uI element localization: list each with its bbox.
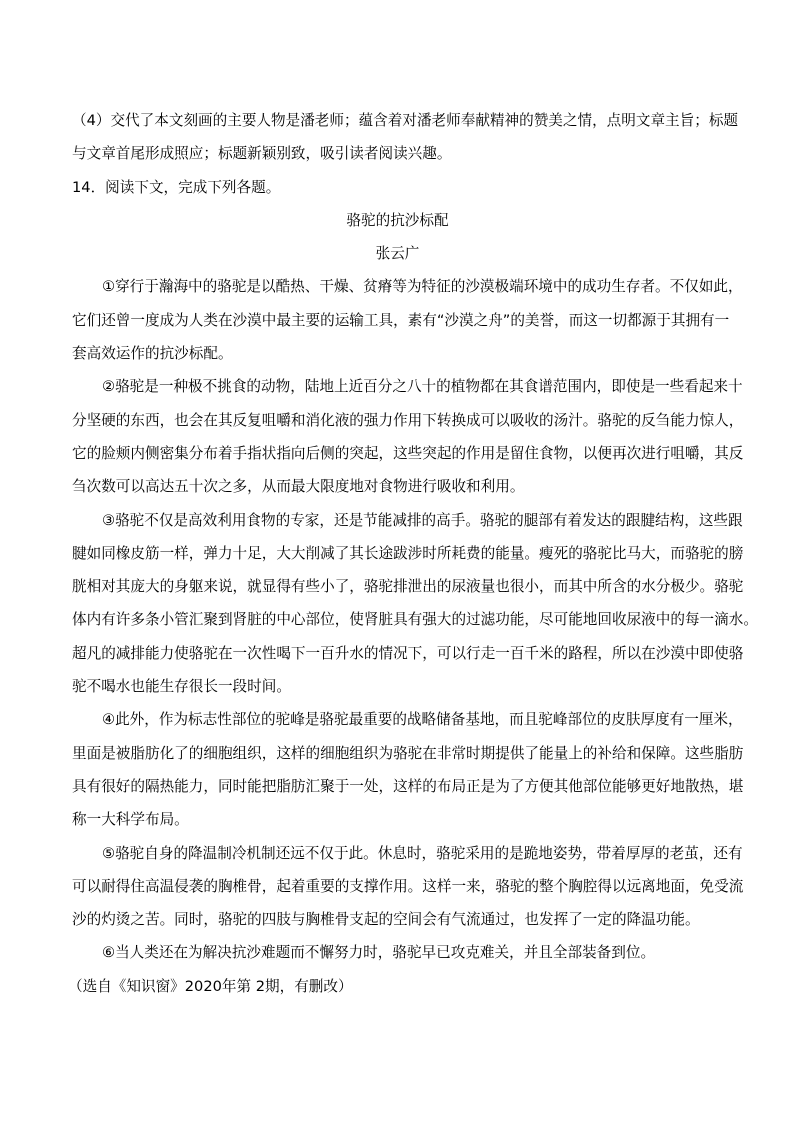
paragraph-line: 胱相对其庞大的身躯来说，就显得有些小了，骆驼排泄出的尿液量也很小，而其中所含的水分极少。骆驼 (72, 578, 744, 596)
answer-line: 与文章首尾形成照应；标题新颖别致，吸引读者阅读兴趣。 (72, 145, 452, 163)
paragraph-line: 体内有许多条小管汇聚到肾脏的中心部位，使肾脏具有强大的过滤功能，尽可能地回收尿液中的每一滴水。 (72, 611, 758, 629)
paragraph-line: ①穿行于瀚海中的骆驼是以酷热、干燥、贫瘠等为特征的沙漠极端环境中的成功生存者。不仅如此， (102, 278, 743, 296)
paragraph (72, 504, 758, 704)
paragraph-line: 它们还曾一度成为人类在沙漠中最主要的运输工具，素有“沙漠之舟”的美誉，而这一切都源于其拥有一 (72, 311, 730, 329)
paragraph-line: ②骆驼是一种极不挑食的动物，陆地上近百分之八十的植物都在其食谱范围内，即使是一些看起来十 (102, 378, 743, 396)
article-source: （选自《知识窗》2020年第 2期，有删改） (68, 977, 353, 995)
paragraph-line: 沙的灼烫之苦。同时，骆驼的四肢与胸椎骨支起的空间会有气流通过，也发挥了一定的降温功能。 (72, 911, 700, 929)
paragraph (72, 837, 744, 937)
paragraph-line: ⑤骆驼自身的降温制冷机制还远不仅于此。休息时，骆驼采用的是跪地姿势，带着厚厚的老茧，还有 (102, 844, 743, 862)
document-page (68, 104, 758, 1003)
paragraph-line: 它的脸颊内侧密集分布着手指状指向后侧的突起，这些突起的作用是留住食物，以便再次进行咀嚼，其反 (72, 444, 744, 462)
article-title: 骆驼的抗沙标配 (346, 211, 449, 229)
paragraph-line: 具有很好的隔热能力，同时能把脂肪汇聚于一处，这样的布局正是为了方便其他部位能够更好地散热，堪 (72, 777, 744, 795)
paragraph-line: 刍次数可以高达五十次之多，从而最大限度地对食物进行吸收和利用。 (72, 478, 525, 496)
paragraph (72, 370, 744, 503)
article-author: 张云广 (375, 245, 420, 263)
paragraph-line: 里面是被脂肪化了的细胞组织，这样的细胞组织为骆驼在非常时期提供了能量上的补给和保障。这些脂肪 (72, 744, 744, 762)
paragraph-line: ④此外，作为标志性部位的驼峰是骆驼最重要的战略储备基地，而且驼峰部位的皮肤厚度有一厘米， (102, 711, 743, 729)
paragraph-line: 套高效运作的抗沙标配。 (72, 345, 233, 363)
question-heading: 14．阅读下文，完成下列各题。 (72, 178, 281, 196)
paragraph-line: 称一大科学布局。 (72, 811, 189, 829)
answer-line: （4）交代了本文刻画的主要人物是潘老师；蕴含着对潘老师奉献精神的赞美之情，点明文章主旨；标题 (72, 112, 739, 129)
paragraph (72, 936, 723, 969)
paragraph (72, 270, 743, 370)
paragraph (72, 703, 744, 836)
article-body (72, 270, 758, 969)
paragraph-line: ③骆驼不仅是高效利用食物的专家，还是节能减排的高手。骆驼的腿部有着发达的跟腱结构，这些跟 (102, 511, 743, 529)
paragraph-line: ⑥当人类还在为解决抗沙难题而不懈努力时，骆驼早已攻克难关，并且全部装备到位。 (102, 944, 656, 962)
paragraph-line: 腱如同橡皮筋一样，弹力十足，大大削减了其长途跋涉时所耗费的能量。瘦死的骆驼比马大，而骆驼的膀 (72, 544, 744, 562)
paragraph-line: 分坚硬的东西，也会在其反复咀嚼和消化液的强力作用下转换成可以吸收的汤汁。骆驼的反刍能力惊人， (72, 411, 744, 429)
paragraph-line: 可以耐得住高温侵袭的胸椎骨，起着重要的支撑作用。这样一来，骆驼的整个胸腔得以远离地面，免受流 (72, 877, 744, 895)
paragraph-line: 驼不喝水也能生存很长一段时间。 (72, 678, 291, 696)
paragraph-line: 超凡的减排能力使骆驼在一次性喝下一百升水的情况下，可以行走一百千米的路程，所以在沙漠中即使骆 (72, 644, 744, 662)
